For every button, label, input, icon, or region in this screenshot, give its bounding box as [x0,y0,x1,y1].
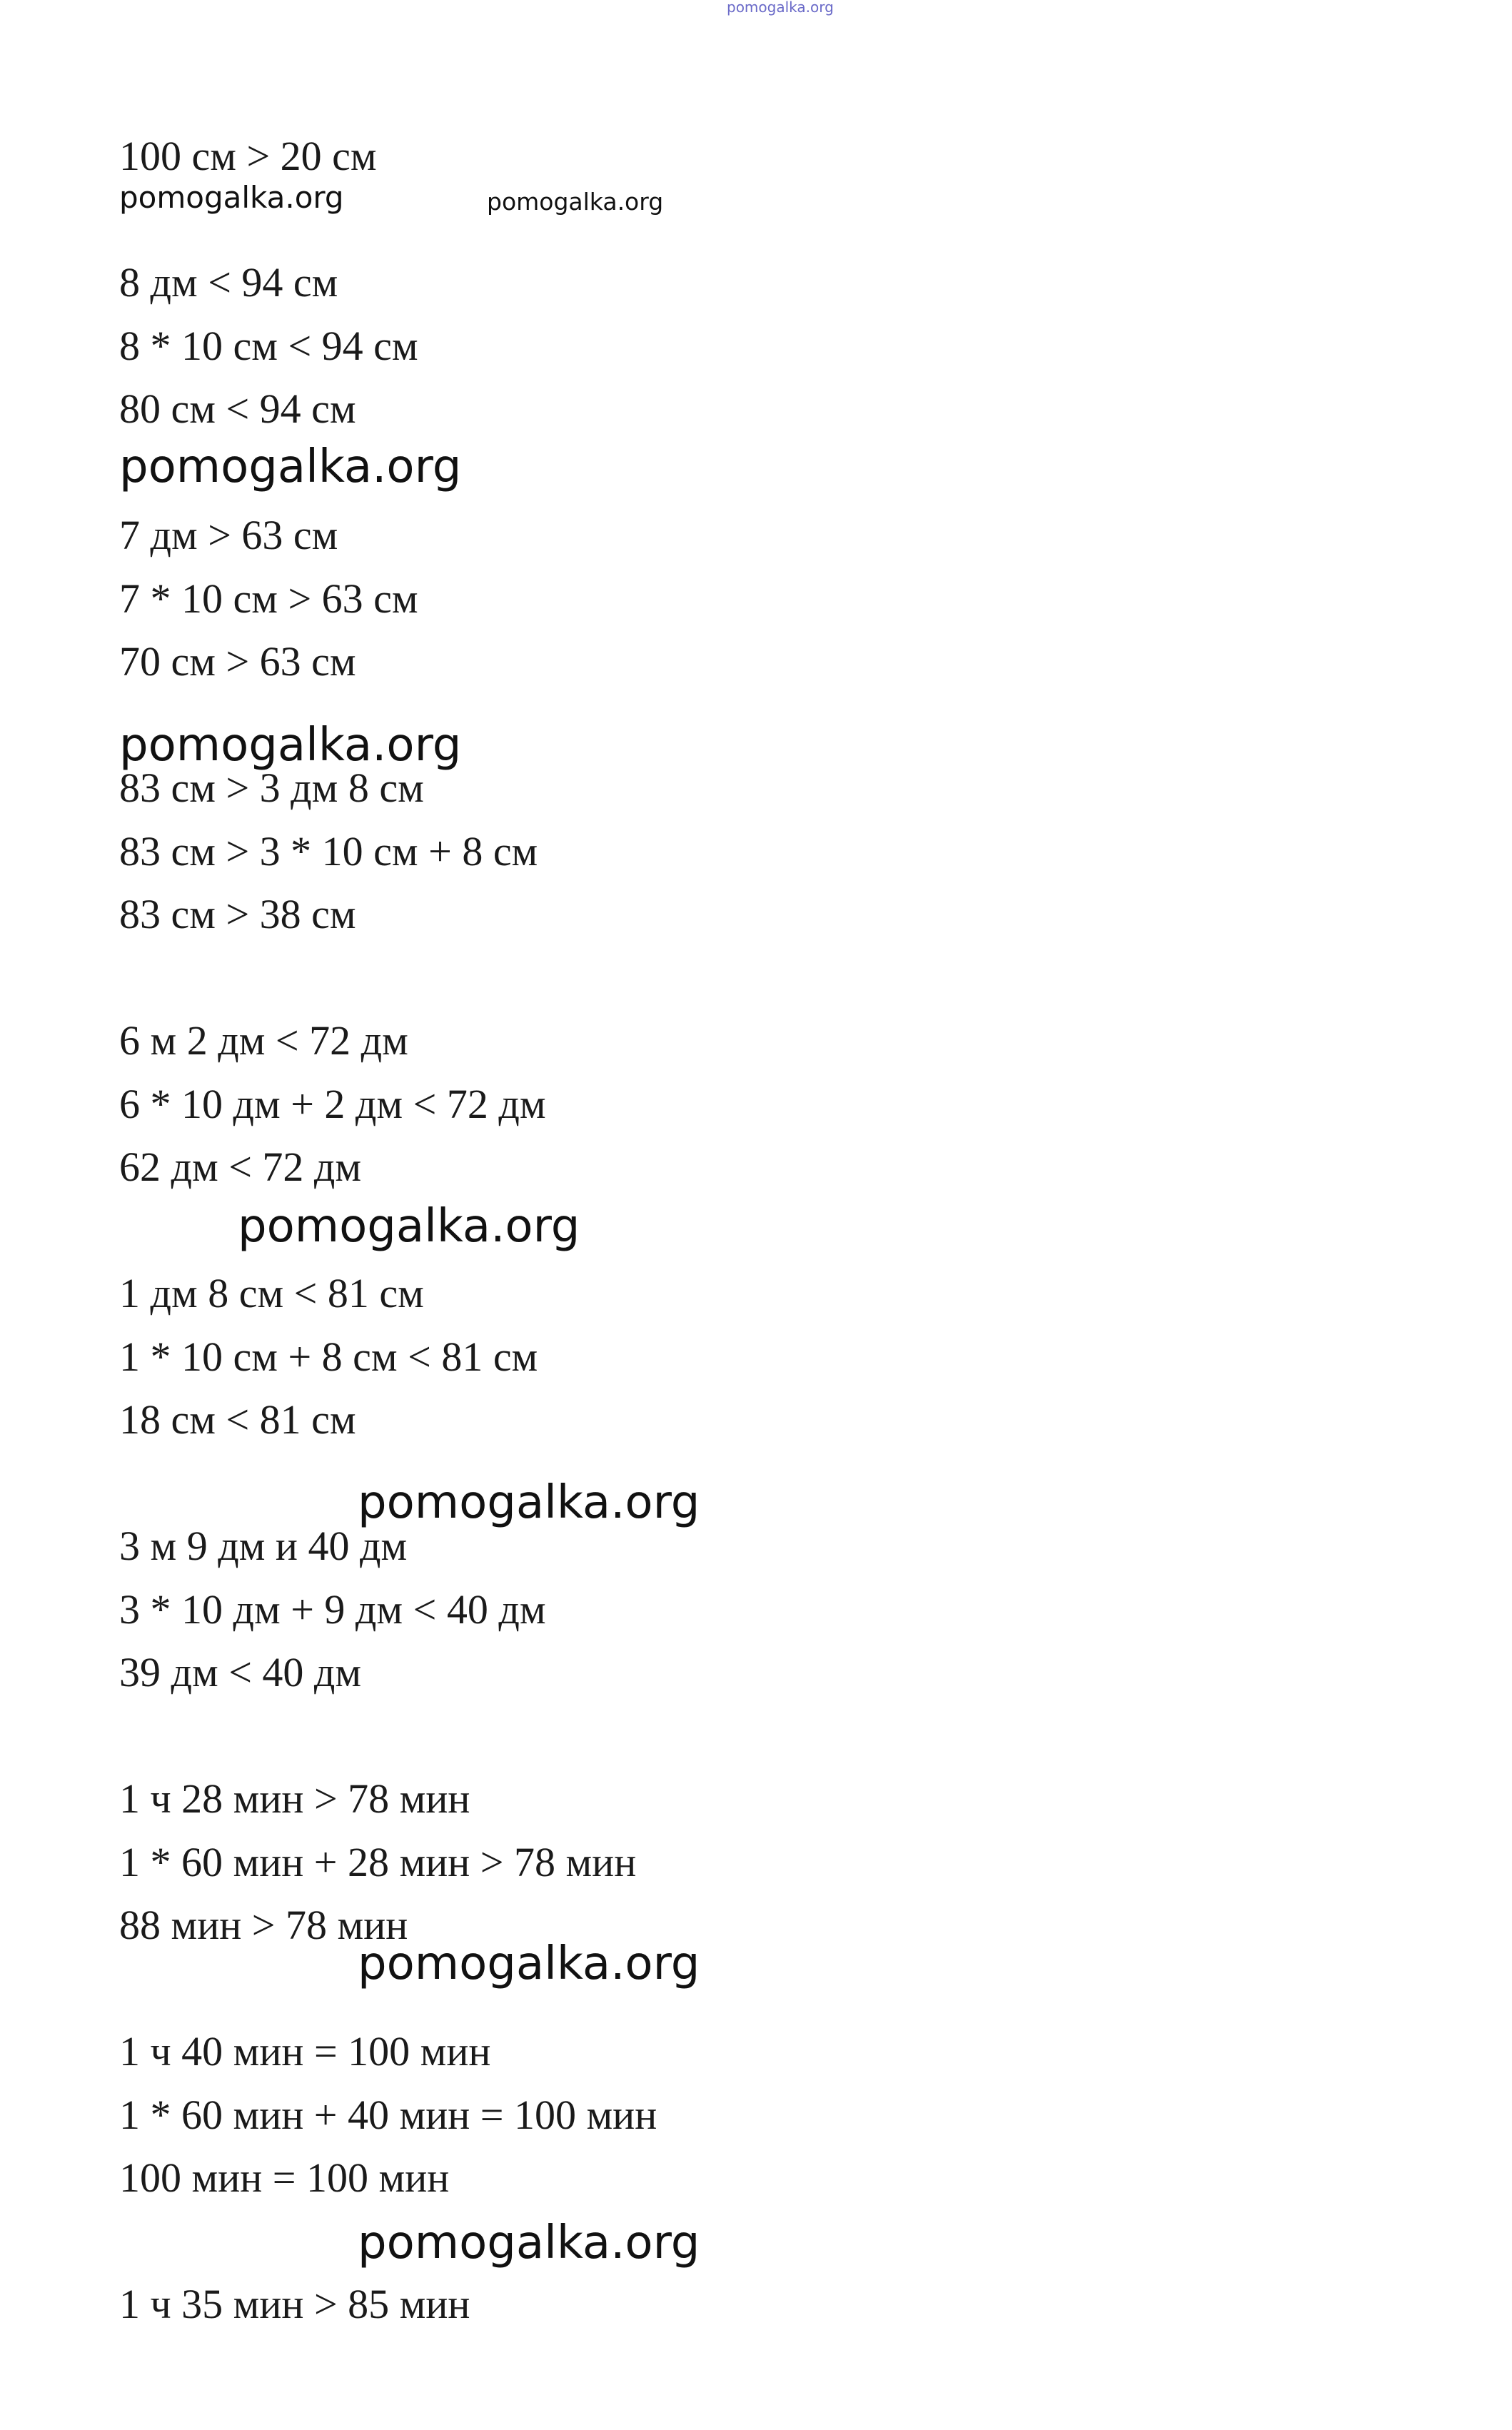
text-line: 83 см > 38 см [119,891,356,937]
watermark: pomogalka.org [358,1937,700,1990]
text-line: 80 см < 94 см [119,385,356,432]
text-line: 83 см > 3 дм 8 см [119,765,424,811]
text-line: 1 * 60 мин + 40 мин = 100 мин [119,2092,657,2138]
text-line: 1 * 60 мин + 28 мин > 78 мин [119,1839,637,1885]
text-line: 6 * 10 дм + 2 дм < 72 дм [119,1081,546,1127]
text-line: 1 ч 35 мин > 85 мин [119,2281,470,2327]
watermark: pomogalka.org [238,1200,580,1253]
watermark: pomogalka.org [487,188,664,216]
text-line: 70 см > 63 см [119,638,356,685]
text-line: 100 см > 20 см [119,133,377,179]
text-line: 88 мин > 78 мин [119,1902,408,1948]
text-line: 3 * 10 дм + 9 дм < 40 дм [119,1586,546,1633]
text-line: 39 дм < 40 дм [119,1649,362,1695]
text-line: 6 м 2 дм < 72 дм [119,1017,408,1064]
text-line: 1 ч 40 мин = 100 мин [119,2028,491,2074]
watermark: pomogalka.org [358,1476,700,1529]
text-line: 3 м 9 дм и 40 дм [119,1523,408,1569]
watermark: pomogalka.org [119,440,462,493]
text-line: 7 * 10 см > 63 см [119,575,418,622]
watermark-top: pomogalka.org [727,0,834,16]
text-line: 8 * 10 см < 94 см [119,323,418,369]
text-line: 83 см > 3 * 10 см + 8 см [119,828,538,874]
watermark: pomogalka.org [119,719,462,772]
watermark: pomogalka.org [358,2217,700,2269]
text-line: 62 дм < 72 дм [119,1144,362,1190]
text-line: 1 ч 28 мин > 78 мин [119,1775,470,1822]
text-line: 1 * 10 см + 8 см < 81 см [119,1334,538,1380]
text-line: 8 дм < 94 см [119,259,338,306]
text-line: 7 дм > 63 см [119,512,338,558]
watermark: pomogalka.org [119,180,344,215]
text-line: 18 см < 81 см [119,1396,356,1443]
text-line: 1 дм 8 см < 81 см [119,1270,424,1316]
text-line: 100 мин = 100 мин [119,2154,450,2201]
